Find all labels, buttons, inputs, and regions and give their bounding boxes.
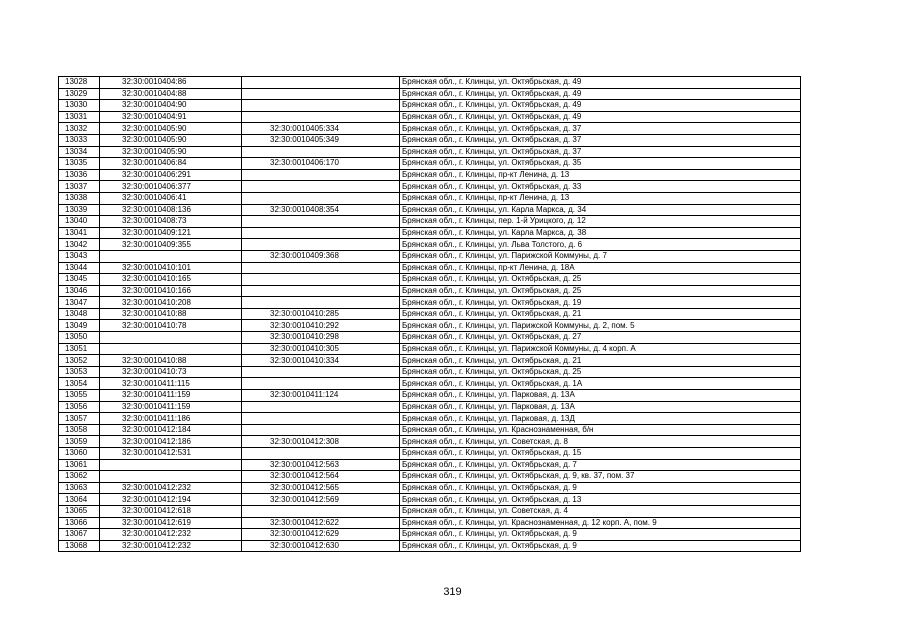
cadastral-number-cell: 32:30:0010410:73	[100, 366, 242, 378]
cadastral-number-cell: 32:30:0010409:355	[100, 239, 242, 251]
cadastral-number-cell: 32:30:0010411:115	[100, 378, 242, 390]
building-number-cell	[242, 88, 400, 100]
row-index-cell: 13051	[59, 343, 100, 355]
address-cell: Брянская обл., г. Клинцы, ул. Парижской Коммуны, д. 4 корп. А	[400, 343, 801, 355]
table-row	[59, 216, 801, 228]
building-number-cell: 32:30:0010410:305	[242, 343, 400, 355]
row-index-cell: 13034	[59, 146, 100, 158]
row-index-cell: 13052	[59, 355, 100, 367]
cadastral-number-cell: 32:30:0010404:91	[100, 111, 242, 123]
building-number-cell	[242, 192, 400, 204]
table-row	[59, 355, 801, 367]
address-cell: Брянская обл., г. Клинцы, ул. Октябрьская, д. 7	[400, 459, 801, 471]
table-row	[59, 343, 801, 355]
table-row	[59, 436, 801, 448]
address-cell: Брянская обл., г. Клинцы, ул. Парковая, д. 13Д	[400, 413, 801, 425]
address-cell: Брянская обл., г. Клинцы, ул. Октябрьская, д. 49	[400, 88, 801, 100]
building-number-cell	[242, 274, 400, 286]
building-number-cell	[242, 239, 400, 251]
table-row	[59, 123, 801, 135]
table-row	[59, 366, 801, 378]
cadastral-number-cell: 32:30:0010412:186	[100, 436, 242, 448]
building-number-cell: 32:30:0010410:298	[242, 332, 400, 344]
row-index-cell: 13064	[59, 494, 100, 506]
address-cell: Брянская обл., г. Клинцы, ул. Парижской Коммуны, д. 2, пом. 5	[400, 320, 801, 332]
row-index-cell: 13029	[59, 88, 100, 100]
cadastral-number-cell: 32:30:0010410:208	[100, 297, 242, 309]
row-index-cell: 13058	[59, 424, 100, 436]
cadastral-number-cell	[100, 332, 242, 344]
table-row	[59, 505, 801, 517]
row-index-cell: 13043	[59, 250, 100, 262]
building-number-cell	[242, 401, 400, 413]
address-cell: Брянская обл., г. Клинцы, пр-кт Ленина, д. 13	[400, 169, 801, 181]
table-row	[59, 169, 801, 181]
cadastral-number-cell: 32:30:0010412:618	[100, 505, 242, 517]
building-number-cell	[242, 378, 400, 390]
row-index-cell: 13032	[59, 123, 100, 135]
cadastral-number-cell	[100, 250, 242, 262]
building-number-cell: 32:30:0010410:292	[242, 320, 400, 332]
row-index-cell: 13046	[59, 285, 100, 297]
address-cell: Брянская обл., г. Клинцы, ул. Октябрьская, д. 1А	[400, 378, 801, 390]
building-number-cell: 32:30:0010412:565	[242, 482, 400, 494]
address-cell: Брянская обл., г. Клинцы, ул. Октябрьская, д. 25	[400, 366, 801, 378]
address-cell: Брянская обл., г. Клинцы, ул. Октябрьская, д. 15	[400, 448, 801, 460]
row-index-cell: 13028	[59, 77, 100, 89]
table-row	[59, 297, 801, 309]
table-row	[59, 529, 801, 541]
building-number-cell	[242, 100, 400, 112]
table-row	[59, 181, 801, 193]
address-cell: Брянская обл., г. Клинцы, пер. 1-й Урицкого, д. 12	[400, 216, 801, 228]
row-index-cell: 13065	[59, 505, 100, 517]
address-cell: Брянская обл., г. Клинцы, ул. Октябрьская, д. 49	[400, 111, 801, 123]
cadastral-number-cell	[100, 343, 242, 355]
building-number-cell	[242, 413, 400, 425]
address-cell: Брянская обл., г. Клинцы, ул. Октябрьская, д. 25	[400, 274, 801, 286]
building-number-cell	[242, 181, 400, 193]
building-number-cell: 32:30:0010412:563	[242, 459, 400, 471]
address-cell: Брянская обл., г. Клинцы, ул. Октябрьская, д. 37	[400, 123, 801, 135]
table-row	[59, 494, 801, 506]
cadastral-number-cell: 32:30:0010410:88	[100, 355, 242, 367]
cadastral-number-cell: 32:30:0010411:159	[100, 401, 242, 413]
table-row	[59, 517, 801, 529]
address-cell: Брянская обл., г. Клинцы, ул. Октябрьская, д. 33	[400, 181, 801, 193]
table-row	[59, 100, 801, 112]
cadastral-number-cell: 32:30:0010405:90	[100, 146, 242, 158]
building-number-cell	[242, 227, 400, 239]
row-index-cell: 13061	[59, 459, 100, 471]
building-number-cell: 32:30:0010405:349	[242, 134, 400, 146]
address-cell: Брянская обл., г. Клинцы, ул. Октябрьская, д. 9	[400, 482, 801, 494]
address-cell: Брянская обл., г. Клинцы, ул. Октябрьская, д. 21	[400, 355, 801, 367]
cadastral-number-cell	[100, 471, 242, 483]
address-cell: Брянская обл., г. Клинцы, ул. Советская, д. 4	[400, 505, 801, 517]
row-index-cell: 13042	[59, 239, 100, 251]
building-number-cell: 32:30:0010412:630	[242, 540, 400, 552]
cadastral-number-cell: 32:30:0010406:84	[100, 158, 242, 170]
address-cell: Брянская обл., г. Клинцы, ул. Октябрьская, д. 25	[400, 285, 801, 297]
building-number-cell: 32:30:0010412:308	[242, 436, 400, 448]
address-cell: Брянская обл., г. Клинцы, ул. Октябрьская, д. 9, кв. 37, пом. 37	[400, 471, 801, 483]
building-number-cell	[242, 146, 400, 158]
cadastral-number-cell: 32:30:0010412:184	[100, 424, 242, 436]
address-cell: Брянская обл., г. Клинцы, ул. Октябрьская, д. 49	[400, 100, 801, 112]
building-number-cell	[242, 366, 400, 378]
building-number-cell: 32:30:0010410:334	[242, 355, 400, 367]
building-number-cell: 32:30:0010409:368	[242, 250, 400, 262]
address-cell: Брянская обл., г. Клинцы, ул. Карла Маркса, д. 34	[400, 204, 801, 216]
row-index-cell: 13038	[59, 192, 100, 204]
table-row	[59, 459, 801, 471]
table-row	[59, 320, 801, 332]
cadastral-number-cell: 32:30:0010408:136	[100, 204, 242, 216]
building-number-cell	[242, 262, 400, 274]
row-index-cell: 13053	[59, 366, 100, 378]
row-index-cell: 13068	[59, 540, 100, 552]
table-row	[59, 285, 801, 297]
table-row	[59, 540, 801, 552]
row-index-cell: 13049	[59, 320, 100, 332]
building-number-cell: 32:30:0010405:334	[242, 123, 400, 135]
row-index-cell: 13045	[59, 274, 100, 286]
table-row	[59, 448, 801, 460]
table-row	[59, 204, 801, 216]
cadastral-number-cell: 32:30:0010409:121	[100, 227, 242, 239]
table-row	[59, 274, 801, 286]
building-number-cell	[242, 448, 400, 460]
row-index-cell: 13050	[59, 332, 100, 344]
address-cell: Брянская обл., г. Клинцы, ул. Парковая, д. 13А	[400, 401, 801, 413]
row-index-cell: 13063	[59, 482, 100, 494]
table-row	[59, 111, 801, 123]
row-index-cell: 13036	[59, 169, 100, 181]
address-cell: Брянская обл., г. Клинцы, ул. Октябрьская, д. 19	[400, 297, 801, 309]
address-cell: Брянская обл., г. Клинцы, ул. Советская, д. 8	[400, 436, 801, 448]
row-index-cell: 13066	[59, 517, 100, 529]
row-index-cell: 13035	[59, 158, 100, 170]
table-row	[59, 262, 801, 274]
table-row	[59, 378, 801, 390]
cadastral-number-cell: 32:30:0010406:377	[100, 181, 242, 193]
row-index-cell: 13060	[59, 448, 100, 460]
cadastral-number-cell: 32:30:0010412:619	[100, 517, 242, 529]
table-row	[59, 227, 801, 239]
building-number-cell	[242, 424, 400, 436]
cadastral-number-cell: 32:30:0010408:73	[100, 216, 242, 228]
row-index-cell: 13048	[59, 308, 100, 320]
cadastral-number-cell: 32:30:0010412:232	[100, 540, 242, 552]
row-index-cell: 13057	[59, 413, 100, 425]
cadastral-number-cell	[100, 459, 242, 471]
table-row	[59, 134, 801, 146]
row-index-cell: 13041	[59, 227, 100, 239]
table-row	[59, 158, 801, 170]
row-index-cell: 13044	[59, 262, 100, 274]
building-number-cell: 32:30:0010411:124	[242, 390, 400, 402]
row-index-cell: 13030	[59, 100, 100, 112]
building-number-cell	[242, 111, 400, 123]
building-number-cell: 32:30:0010412:622	[242, 517, 400, 529]
building-number-cell: 32:30:0010408:354	[242, 204, 400, 216]
address-cell: Брянская обл., г. Клинцы, ул. Октябрьская, д. 35	[400, 158, 801, 170]
table-row	[59, 424, 801, 436]
address-cell: Брянская обл., г. Клинцы, пр-кт Ленина, д. 18А	[400, 262, 801, 274]
address-cell: Брянская обл., г. Клинцы, ул. Октябрьская, д. 21	[400, 308, 801, 320]
cadastral-number-cell: 32:30:0010404:86	[100, 77, 242, 89]
row-index-cell: 13055	[59, 390, 100, 402]
page-number: 319	[443, 586, 462, 598]
row-index-cell: 13039	[59, 204, 100, 216]
building-number-cell	[242, 216, 400, 228]
table-row	[59, 332, 801, 344]
address-cell: Брянская обл., г. Клинцы, ул. Октябрьская, д. 37	[400, 134, 801, 146]
address-cell: Брянская обл., г. Клинцы, ул. Октябрьская, д. 9	[400, 529, 801, 541]
cadastral-number-cell: 32:30:0010412:531	[100, 448, 242, 460]
row-index-cell: 13047	[59, 297, 100, 309]
building-number-cell	[242, 285, 400, 297]
table-row	[59, 471, 801, 483]
address-cell: Брянская обл., г. Клинцы, ул. Карла Маркса, д. 38	[400, 227, 801, 239]
table-row	[59, 88, 801, 100]
table-row	[59, 146, 801, 158]
building-number-cell	[242, 297, 400, 309]
cadastral-table-body	[59, 77, 801, 552]
cadastral-number-cell: 32:30:0010410:78	[100, 320, 242, 332]
address-cell: Брянская обл., г. Клинцы, ул. Парковая, д. 13А	[400, 390, 801, 402]
row-index-cell: 13033	[59, 134, 100, 146]
address-cell: Брянская обл., г. Клинцы, ул. Краснознаменная, б/н	[400, 424, 801, 436]
cadastral-number-cell: 32:30:0010404:88	[100, 88, 242, 100]
address-cell: Брянская обл., г. Клинцы, ул. Октябрьская, д. 13	[400, 494, 801, 506]
cadastral-number-cell: 32:30:0010410:101	[100, 262, 242, 274]
building-number-cell: 32:30:0010412:569	[242, 494, 400, 506]
cadastral-number-cell: 32:30:0010406:41	[100, 192, 242, 204]
building-number-cell	[242, 77, 400, 89]
cadastral-number-cell: 32:30:0010404:90	[100, 100, 242, 112]
row-index-cell: 13054	[59, 378, 100, 390]
row-index-cell: 13031	[59, 111, 100, 123]
address-cell: Брянская обл., г. Клинцы, ул. Октябрьская, д. 9	[400, 540, 801, 552]
cadastral-number-cell: 32:30:0010410:166	[100, 285, 242, 297]
cadastral-number-cell: 32:30:0010405:90	[100, 134, 242, 146]
row-index-cell: 13067	[59, 529, 100, 541]
cadastral-number-cell: 32:30:0010410:165	[100, 274, 242, 286]
building-number-cell: 32:30:0010412:564	[242, 471, 400, 483]
building-number-cell	[242, 505, 400, 517]
table-row	[59, 401, 801, 413]
address-cell: Брянская обл., г. Клинцы, ул. Парижской Коммуны, д. 7	[400, 250, 801, 262]
building-number-cell: 32:30:0010406:170	[242, 158, 400, 170]
address-cell: Брянская обл., г. Клинцы, ул. Краснознаменная, д. 12 корп. А, пом. 9	[400, 517, 801, 529]
table-row	[59, 77, 801, 89]
cadastral-number-cell: 32:30:0010412:232	[100, 529, 242, 541]
cadastral-number-cell: 32:30:0010411:159	[100, 390, 242, 402]
cadastral-number-cell: 32:30:0010410:88	[100, 308, 242, 320]
row-index-cell: 13037	[59, 181, 100, 193]
building-number-cell: 32:30:0010412:629	[242, 529, 400, 541]
cadastral-table	[58, 76, 801, 552]
cadastral-number-cell: 32:30:0010412:194	[100, 494, 242, 506]
cadastral-number-cell: 32:30:0010405:90	[100, 123, 242, 135]
building-number-cell	[242, 169, 400, 181]
table-row	[59, 192, 801, 204]
row-index-cell: 13059	[59, 436, 100, 448]
table-row	[59, 390, 801, 402]
table-row	[59, 413, 801, 425]
address-cell: Брянская обл., г. Клинцы, пр-кт Ленина, д. 13	[400, 192, 801, 204]
address-cell: Брянская обл., г. Клинцы, ул. Октябрьская, д. 37	[400, 146, 801, 158]
address-cell: Брянская обл., г. Клинцы, ул. Льва Толстого, д. 6	[400, 239, 801, 251]
cadastral-number-cell: 32:30:0010411:186	[100, 413, 242, 425]
row-index-cell: 13056	[59, 401, 100, 413]
table-row	[59, 482, 801, 494]
address-cell: Брянская обл., г. Клинцы, ул. Октябрьская, д. 27	[400, 332, 801, 344]
cadastral-number-cell: 32:30:0010412:232	[100, 482, 242, 494]
table-row	[59, 239, 801, 251]
cadastral-number-cell: 32:30:0010406:291	[100, 169, 242, 181]
row-index-cell: 13040	[59, 216, 100, 228]
row-index-cell: 13062	[59, 471, 100, 483]
table-row	[59, 308, 801, 320]
building-number-cell: 32:30:0010410:285	[242, 308, 400, 320]
table-row	[59, 250, 801, 262]
address-cell: Брянская обл., г. Клинцы, ул. Октябрьская, д. 49	[400, 77, 801, 89]
